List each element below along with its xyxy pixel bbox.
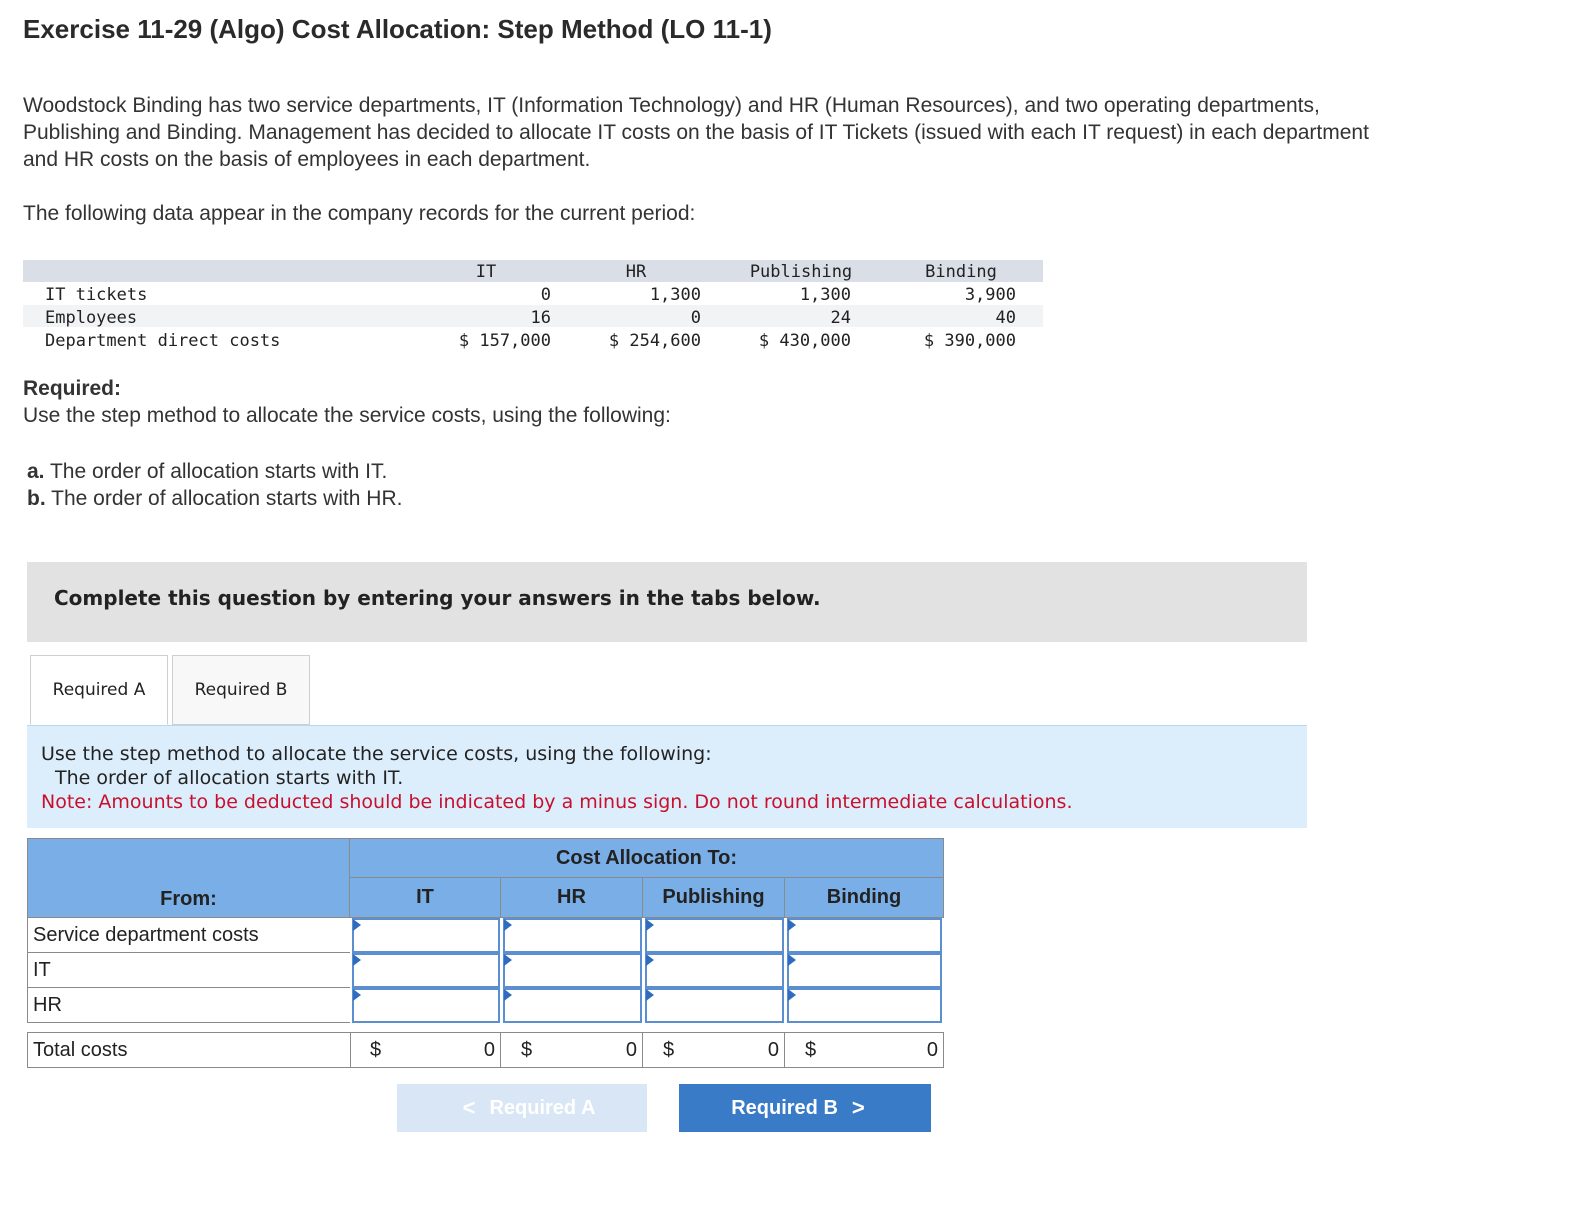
input-cell[interactable] xyxy=(352,953,500,988)
data-intro-text: The following data appear in the company records for the current period: xyxy=(23,202,696,225)
chevron-right-icon: > xyxy=(851,1095,865,1120)
data-col-binding: Binding xyxy=(925,262,997,282)
input-cell[interactable] xyxy=(645,918,784,953)
it-alloc-binding-input[interactable] xyxy=(789,955,940,986)
grid-row-total-costs: Total costs xyxy=(27,1032,350,1068)
option-text: The order of allocation starts with HR. xyxy=(51,487,403,510)
grid-col-publishing: Publishing xyxy=(643,878,785,918)
grid-col-binding: Binding xyxy=(785,878,944,918)
total-value: 0 xyxy=(767,1039,779,1061)
total-it xyxy=(350,1032,501,1068)
service-costs-it-input[interactable] xyxy=(354,920,498,951)
tab-required-a[interactable]: Required A xyxy=(30,655,168,725)
input-cell[interactable] xyxy=(503,988,642,1023)
option-text: The order of allocation starts with IT. xyxy=(49,460,388,483)
from-label: From: xyxy=(160,888,217,910)
prev-required-a-button[interactable] xyxy=(397,1084,647,1132)
data-row-label: Employees xyxy=(45,308,138,328)
input-cell[interactable] xyxy=(787,988,942,1023)
input-cell[interactable] xyxy=(645,953,784,988)
chevron-left-icon: < xyxy=(462,1095,476,1120)
total-divider xyxy=(500,1032,501,1068)
input-cell[interactable] xyxy=(645,988,784,1023)
data-cell: $ 254,600 xyxy=(608,331,701,351)
total-divider xyxy=(943,1032,944,1068)
required-heading: Required: xyxy=(23,377,122,400)
data-cell: 40 xyxy=(995,308,1016,328)
service-costs-publishing-input[interactable] xyxy=(647,920,782,951)
data-row-label: IT tickets xyxy=(45,285,148,305)
dollar-sign: $ xyxy=(663,1039,675,1061)
option-b xyxy=(27,487,402,511)
data-cell: 3,900 xyxy=(964,285,1016,305)
grid-row-service-costs: Service department costs xyxy=(27,918,350,953)
hr-alloc-binding-input[interactable] xyxy=(789,990,940,1021)
dollar-sign: $ xyxy=(370,1039,382,1061)
hr-alloc-it-input[interactable] xyxy=(354,990,498,1021)
option-a xyxy=(27,460,387,484)
grid-row-hr: HR xyxy=(27,988,350,1023)
data-col-publishing: Publishing xyxy=(749,262,853,282)
hr-alloc-publishing-input[interactable] xyxy=(647,990,782,1021)
data-cell: $ 430,000 xyxy=(758,331,851,351)
data-cell: 0 xyxy=(540,285,551,305)
input-cell[interactable] xyxy=(503,953,642,988)
dollar-sign: $ xyxy=(521,1039,533,1061)
next-required-b-button[interactable] xyxy=(679,1084,931,1132)
service-costs-binding-input[interactable] xyxy=(789,920,940,951)
data-cell: 0 xyxy=(690,308,701,328)
required-text: Use the step method to allocate the service costs, using the following: xyxy=(23,404,671,427)
total-value: 0 xyxy=(926,1039,938,1061)
input-cell[interactable] xyxy=(787,953,942,988)
hr-alloc-hr-input[interactable] xyxy=(505,990,640,1021)
input-cell[interactable] xyxy=(503,918,642,953)
option-letter: b. xyxy=(27,487,46,510)
it-alloc-publishing-input[interactable] xyxy=(647,955,782,986)
input-cell[interactable] xyxy=(787,918,942,953)
data-cell: 24 xyxy=(830,308,851,328)
grid-col-it: IT xyxy=(350,878,501,918)
data-cell: $ 390,000 xyxy=(923,331,1016,351)
instructions-line2: The order of allocation starts with IT. xyxy=(55,767,404,789)
instructions-line1: Use the step method to allocate the service costs, using the following: xyxy=(41,743,712,765)
data-cell: 1,300 xyxy=(799,285,851,305)
service-costs-hr-input[interactable] xyxy=(505,920,640,951)
data-cell: 16 xyxy=(530,308,551,328)
grid-row-it: IT xyxy=(27,953,350,988)
total-value: 0 xyxy=(625,1039,637,1061)
next-button-label: Required B xyxy=(731,1096,838,1119)
complete-banner xyxy=(27,562,1307,642)
data-col-hr: HR xyxy=(625,262,647,282)
intro-paragraph: Woodstock Binding has two service departments, IT (Information Technology) and HR (Human Resources), and two operating departments, Publishing and Binding. Management has decided to allocate IT costs on the basis of IT Tickets (issued with each IT request) in each department and HR costs on the basis of employees in each department. xyxy=(23,94,1369,171)
tab-required-b[interactable]: Required B xyxy=(172,655,310,725)
complete-prompt: Complete this question by entering your answers in the tabs below. xyxy=(54,586,821,610)
input-cell[interactable] xyxy=(352,918,500,953)
it-alloc-it-input[interactable] xyxy=(354,955,498,986)
total-binding xyxy=(785,1032,944,1068)
prev-button-label: Required A xyxy=(489,1096,596,1119)
it-alloc-hr-input[interactable] xyxy=(505,955,640,986)
grid-col-hr: HR xyxy=(501,878,643,918)
instructions-note: Note: Amounts to be deducted should be indicated by a minus sign. Do not round intermediate calculations. xyxy=(41,791,1073,813)
instructions-panel xyxy=(27,725,1307,828)
option-letter: a. xyxy=(27,460,45,483)
total-hr xyxy=(501,1032,643,1068)
total-value: 0 xyxy=(483,1039,495,1061)
total-divider xyxy=(350,1032,351,1068)
grid-super-header: Cost Allocation To: xyxy=(350,838,944,878)
total-divider xyxy=(642,1032,643,1068)
page-title: Exercise 11-29 (Algo) Cost Allocation: Step Method (LO 11-1) xyxy=(23,14,772,44)
data-cell: $ 157,000 xyxy=(458,331,551,351)
input-cell[interactable] xyxy=(352,988,500,1023)
total-divider xyxy=(784,1032,785,1068)
total-publishing xyxy=(643,1032,785,1068)
dollar-sign: $ xyxy=(805,1039,817,1061)
data-cell: 1,300 xyxy=(649,285,701,305)
data-row-label: Department direct costs xyxy=(45,331,281,351)
data-col-it: IT xyxy=(475,262,497,282)
grid-from-header xyxy=(27,838,350,918)
